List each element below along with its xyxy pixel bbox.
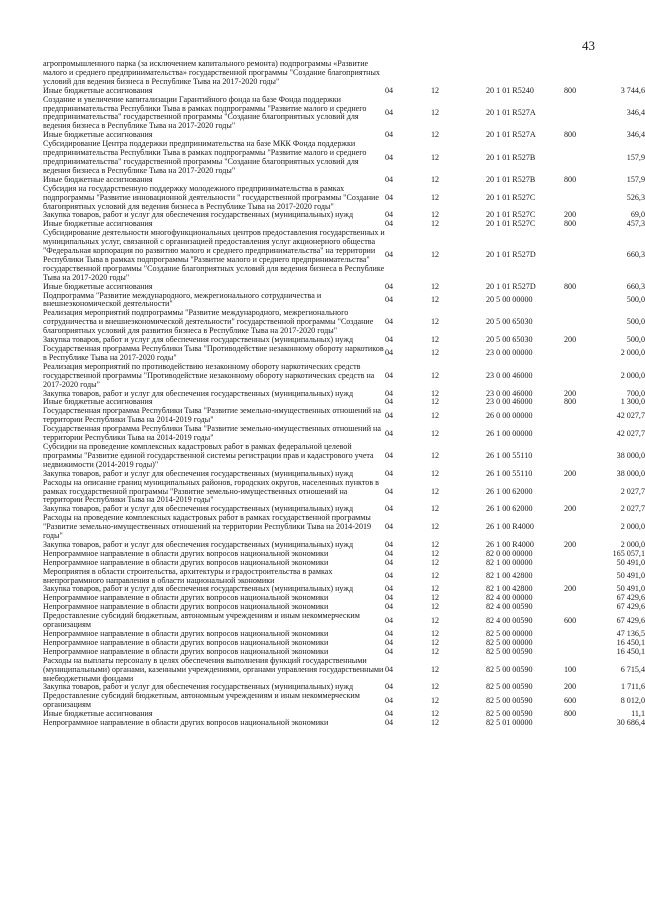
- row-amount: 157,9: [626, 152, 645, 162]
- row-expense-type: 100: [564, 664, 577, 674]
- row-target-article: 82 0 00 00000: [486, 548, 533, 558]
- row-target-article: 82 5 00 00590: [486, 646, 533, 656]
- row-subsection-code: 12: [431, 637, 440, 647]
- row-description: Субсидирование деятельности многофункциональных центров предоставления государственных и муниципальных услуг, связанной с организацией предоставления услуг акционерного общества "Федеральная корпорация по развитию малого и среднего предпринимательства" на территории Республики Тыва в рамках подпрограммы "Развитие малого и среднего предпринимательства" государственной программы "Создание благоприятных условий для ведения бизнеса в Республике Тыва на 2017-2020 годы": [43, 228, 385, 282]
- row-subsection-code: 12: [431, 593, 440, 603]
- row-expense-type: 600: [564, 695, 577, 705]
- row-section-code: 04: [385, 548, 394, 558]
- row-amount: 11,1: [631, 709, 645, 719]
- row-amount: 2 000,0: [620, 539, 645, 549]
- table-row: [43, 513, 645, 541]
- row-amount: 2 000,0: [620, 370, 645, 380]
- row-description: Непрограммное направление в области других вопросов национальной экономики: [43, 593, 329, 603]
- table-row: [43, 139, 645, 176]
- row-amount: 157,9: [626, 174, 645, 184]
- row-subsection-code: 12: [431, 281, 440, 291]
- row-subsection-code: 12: [431, 709, 440, 719]
- row-description: Расходы на проведение комплексных кадастровых работ в рамках государственной программы "Развитие земельно-имущественных отношений на территории Республики Тыва на 2014-2019 годы": [43, 513, 372, 541]
- row-description: агропромышленного парка (за исключением капитального ремонта) подпрограммы «Развитие малого и среднего предпринимательства» государственной программы "Создание благоприятных условий для ведения бизнеса в Республике Тыва на 2017-2020 годы": [43, 59, 380, 86]
- row-amount: 3 744,6: [620, 85, 645, 95]
- row-description: Расходы на описание границ муниципальных районов, городских округов, населенных пунктов в рамках государственной программы "Развитие земельно-имущественных отношений на территории Республики Тыва на 2014-2019 годы": [43, 477, 379, 505]
- row-expense-type: 200: [564, 388, 577, 398]
- row-amount: 69,0: [630, 210, 645, 220]
- row-target-article: 20 5 00 00000: [486, 295, 533, 305]
- row-target-article: 26 1 00 55110: [486, 468, 533, 478]
- row-section-code: 04: [385, 602, 394, 612]
- row-subsection-code: 12: [431, 539, 440, 549]
- row-amount: 700,0: [626, 388, 645, 398]
- row-description: Закупка товаров, работ и услуг для обеспечения государственных (муниципальных) нужд: [43, 539, 354, 549]
- row-description: Иные бюджетные ассигнования: [43, 130, 153, 140]
- row-amount: 500,0: [626, 317, 645, 327]
- row-subsection-code: 12: [431, 174, 440, 184]
- row-target-article: 23 0 00 46000: [486, 388, 533, 398]
- row-target-article: 20 1 01 R527A: [486, 107, 536, 117]
- row-amount: 6 715,4: [620, 664, 645, 674]
- row-section-code: 04: [385, 593, 394, 603]
- row-target-article: 20 1 01 R527B: [486, 174, 536, 184]
- table-row: [43, 308, 645, 336]
- row-section-code: 04: [385, 317, 394, 327]
- row-description: Субсидия на государственную поддержку молодежного предпринимательства в рамках подпрограммы "Развитие инновационной деятельности " государственной программы "Создание благоприятных условий для ведения бизнеса в Республике Тыва на 2017-2020 годы": [43, 183, 379, 211]
- table-row: [43, 718, 645, 728]
- row-expense-type: 800: [564, 281, 577, 291]
- page-number: 43: [582, 38, 595, 53]
- row-section-code: 04: [385, 174, 394, 184]
- row-amount: 67 429,6: [616, 615, 645, 625]
- row-description: Иные бюджетные ассигнования: [43, 174, 153, 184]
- row-amount: 2 000,0: [620, 348, 645, 358]
- row-section-code: 04: [385, 397, 394, 407]
- row-description: Создание и увеличение капитализации Гарантийного фонда на базе Фонда поддержки предпринимательства Республики Тыва в рамках подпрограммы "Развитие малого и среднего предпринимательства" государственной программы "Создание благоприятных условий для ведения бизнеса в Республике Тыва на 2017-2020 годы": [43, 94, 367, 131]
- row-description: Реализация мероприятий подпрограммы "Развитие международного, межрегионального сотрудничества и внешнеэкономической деятельности" государственной программы "Создание благоприятных условий для развития бизнеса в Республике Тыва на 2017-2020 годы": [43, 308, 374, 336]
- table-row: [43, 441, 645, 470]
- row-target-article: 20 5 00 65030: [486, 317, 533, 327]
- table-row: [43, 228, 645, 282]
- row-target-article: 26 1 00 R4000: [486, 539, 534, 549]
- row-section-code: 04: [385, 335, 394, 345]
- row-description: Иные бюджетные ассигнования: [43, 397, 153, 407]
- row-expense-type: 200: [564, 504, 577, 514]
- row-section-code: 04: [385, 192, 394, 202]
- table-row: [43, 60, 623, 87]
- row-amount: 457,3: [626, 219, 645, 229]
- row-section-code: 04: [385, 571, 394, 581]
- row-section-code: 04: [385, 664, 394, 674]
- row-amount: 346,4: [626, 107, 645, 117]
- row-amount: 1 300,0: [620, 397, 645, 407]
- row-section-code: 04: [385, 410, 394, 420]
- row-section-code: 04: [385, 504, 394, 514]
- row-description: Непрограммное направление в области других вопросов национальной экономики: [43, 646, 329, 656]
- row-target-article: 82 4 00 00590: [486, 615, 533, 625]
- row-expense-type: 200: [564, 335, 577, 345]
- row-target-article: 23 0 00 46000: [486, 397, 533, 407]
- row-description: Государственная программа Республики Тыва "Развитие земельно-имущественных отношений на территории Республики Тыва на 2014-2019 годы": [43, 424, 381, 443]
- row-target-article: 26 1 00 62000: [486, 504, 533, 514]
- row-amount: 2 027,7: [620, 504, 645, 514]
- row-subsection-code: 12: [431, 85, 440, 95]
- row-amount: 2 000,0: [620, 522, 645, 532]
- row-section-code: 04: [385, 130, 394, 140]
- row-expense-type: 800: [564, 130, 577, 140]
- row-section-code: 04: [385, 388, 394, 398]
- row-subsection-code: 12: [431, 397, 440, 407]
- row-description: Закупка товаров, работ и услуг для обеспечения государственных (муниципальных) нужд: [43, 504, 354, 514]
- row-subsection-code: 12: [431, 370, 440, 380]
- row-description: Непрограммное направление в области других вопросов национальной экономики: [43, 637, 329, 647]
- row-amount: 165 057,1: [612, 548, 645, 558]
- row-expense-type: 800: [564, 85, 577, 95]
- row-description: Закупка товаров, работ и услуг для обеспечения государственных (муниципальных) нужд: [43, 584, 354, 594]
- row-amount: 30 686,4: [616, 718, 645, 728]
- row-section-code: 04: [385, 85, 394, 95]
- row-section-code: 04: [385, 718, 394, 728]
- row-target-article: 26 1 00 55110: [486, 450, 533, 460]
- row-description: Непрограммное направление в области других вопросов национальной экономики: [43, 602, 329, 612]
- row-subsection-code: 12: [431, 646, 440, 656]
- row-description: Субсидирование Центра поддержки предпринимательства на базе МКК Фонда поддержки предпринимательства Республики Тыва в рамках подпрограммы "Развитие малого и среднего предпринимательства" государственной программы "Создание благоприятных условий для ведения бизнеса в Республике Тыва на 2017-2020 годы": [43, 139, 367, 175]
- row-description: Закупка товаров, работ и услуг для обеспечения государственных (муниципальных) нужд: [43, 682, 354, 692]
- row-expense-type: 800: [564, 174, 577, 184]
- row-target-article: 82 5 00 00000: [486, 629, 533, 638]
- row-amount: 526,3: [626, 192, 645, 202]
- table-row: [43, 611, 645, 630]
- row-target-article: 20 5 00 65030: [486, 335, 533, 345]
- row-amount: 38 000,0: [616, 468, 645, 478]
- row-subsection-code: 12: [431, 504, 440, 514]
- row-section-code: 04: [385, 522, 394, 532]
- row-amount: 660,3: [626, 281, 645, 291]
- row-subsection-code: 12: [431, 192, 440, 202]
- row-expense-type: 200: [564, 539, 577, 549]
- table-row: [43, 344, 645, 363]
- row-description: Предоставление субсидий бюджетным, автономным учреждениям и иным некоммерческим организациям: [43, 691, 360, 710]
- row-target-article: 82 4 00 00590: [486, 602, 533, 612]
- row-subsection-code: 12: [431, 486, 440, 496]
- row-amount: 67 429,6: [616, 593, 645, 603]
- row-target-article: 82 5 00 00590: [486, 709, 533, 719]
- row-amount: 2 027,7: [620, 486, 645, 496]
- row-description: Закупка товаров, работ и услуг для обеспечения государственных (муниципальных) нужд: [43, 335, 354, 345]
- row-target-article: 20 1 01 R527D: [486, 250, 536, 260]
- row-section-code: 04: [385, 682, 394, 692]
- row-subsection-code: 12: [431, 348, 440, 358]
- row-section-code: 04: [385, 370, 394, 380]
- row-section-code: 04: [385, 468, 394, 478]
- row-section-code: 04: [385, 584, 394, 594]
- row-amount: 1 711,6: [621, 682, 645, 692]
- row-description: Непрограммное направление в области других вопросов национальной экономики: [43, 548, 329, 558]
- row-subsection-code: 12: [431, 584, 440, 594]
- row-section-code: 04: [385, 281, 394, 291]
- row-subsection-code: 12: [431, 388, 440, 398]
- row-amount: 16 450,1: [616, 646, 645, 656]
- row-description: Подпрограмма "Развитие международного, межрегионального сотрудничества и внешнеэкономической деятельности": [43, 290, 322, 309]
- row-description: Иные бюджетные ассигнования: [43, 281, 153, 291]
- row-subsection-code: 12: [431, 468, 440, 478]
- row-description: Реализация мероприятий по противодействию незаконному обороту наркотических средств государственной программы "Противодействие незаконному обороту наркотических средств на 2017-2020 годы": [43, 361, 375, 389]
- row-amount: 346,4: [626, 130, 645, 140]
- row-subsection-code: 12: [431, 295, 440, 305]
- row-subsection-code: 12: [431, 107, 440, 117]
- row-expense-type: 200: [564, 682, 577, 692]
- row-description: Иные бюджетные ассигнования: [43, 85, 153, 95]
- row-description: Иные бюджетные ассигнования: [43, 709, 153, 719]
- row-description: Государственная программа Республики Тыва "Развитие земельно-имущественных отношений на территории Республики Тыва на 2014-2019 годы": [43, 406, 381, 425]
- row-section-code: 04: [385, 539, 394, 549]
- row-description: Непрограммное направление в области других вопросов национальной экономики: [43, 629, 329, 638]
- row-target-article: 23 0 00 00000: [486, 348, 533, 358]
- row-expense-type: 800: [564, 709, 577, 719]
- row-target-article: 26 1 00 00000: [486, 428, 533, 438]
- table-row: [43, 424, 645, 443]
- row-expense-type: 200: [564, 210, 577, 220]
- row-section-code: 04: [385, 152, 394, 162]
- table-row: [43, 94, 645, 132]
- row-amount: 42 027,7: [616, 428, 645, 438]
- row-section-code: 04: [385, 709, 394, 719]
- row-description: Непрограммное направление в области других вопросов национальной экономики: [43, 718, 329, 728]
- row-amount: 660,3: [626, 250, 645, 260]
- row-subsection-code: 12: [431, 152, 440, 162]
- row-section-code: 04: [385, 107, 394, 117]
- row-amount: 38 000,0: [616, 450, 645, 460]
- row-section-code: 04: [385, 428, 394, 438]
- row-amount: 42 027,7: [616, 410, 645, 420]
- row-expense-type: 800: [564, 219, 577, 229]
- row-amount: 50 491,0: [616, 571, 645, 581]
- row-target-article: 20 1 01 R527D: [486, 281, 536, 291]
- row-target-article: 82 1 00 42800: [486, 571, 533, 581]
- row-subsection-code: 12: [431, 522, 440, 532]
- row-subsection-code: 12: [431, 410, 440, 420]
- row-description: Закупка товаров, работ и услуг для обеспечения государственных (муниципальных) нужд: [43, 468, 354, 478]
- table-row: [43, 691, 645, 710]
- table-row: [43, 290, 645, 310]
- row-amount: 8 012,0: [620, 695, 645, 705]
- row-subsection-code: 12: [431, 615, 440, 625]
- row-section-code: 04: [385, 348, 394, 358]
- row-subsection-code: 12: [431, 602, 440, 612]
- row-section-code: 04: [385, 250, 394, 260]
- row-subsection-code: 12: [431, 130, 440, 140]
- row-description: Государственная программа Республики Тыва "Противодействие незаконному обороту наркотиков в Республике Тыва на 2017-2020 годы": [43, 344, 384, 362]
- row-amount: 500,0: [626, 295, 645, 305]
- row-expense-type: 600: [564, 615, 577, 625]
- row-target-article: 82 5 00 00590: [486, 695, 533, 705]
- row-description: Закупка товаров, работ и услуг для обеспечения государственных (муниципальных) нужд: [43, 388, 354, 398]
- row-target-article: 82 5 01 00000: [486, 718, 533, 728]
- row-target-article: 20 1 01 R527C: [486, 192, 536, 202]
- row-target-article: 82 5 00 00590: [486, 682, 533, 692]
- row-section-code: 04: [385, 219, 394, 229]
- row-subsection-code: 12: [431, 682, 440, 692]
- row-subsection-code: 12: [431, 557, 440, 567]
- row-target-article: 20 1 01 R527B: [486, 152, 536, 162]
- row-amount: 16 450,1: [616, 637, 645, 647]
- row-description: Субсидии на проведение комплексных кадастровых работ в рамках федеральной целевой программы "Развитие единой государственной системы регистрации прав и кадастрового учета недвижимости (2014-2019 годы)": [43, 441, 374, 469]
- row-description: Непрограммное направление в области других вопросов национальной экономики: [43, 557, 329, 567]
- row-section-code: 04: [385, 210, 394, 220]
- row-subsection-code: 12: [431, 718, 440, 728]
- row-subsection-code: 12: [431, 548, 440, 558]
- row-section-code: 04: [385, 557, 394, 567]
- row-amount: 67 429,6: [616, 602, 645, 612]
- row-section-code: 04: [385, 450, 394, 460]
- row-target-article: 82 1 00 00000: [486, 557, 533, 567]
- row-description: Предоставление субсидий бюджетным, автономным учреждениям и иным некоммерческим организациям: [43, 611, 360, 630]
- row-expense-type: 200: [564, 468, 577, 478]
- row-description: Мероприятия в области строительства, архитектуры и градостроительства в рамках внепрограммного направления в области национальной экономики: [43, 566, 333, 585]
- row-target-article: 26 1 00 62000: [486, 486, 533, 496]
- row-subsection-code: 12: [431, 629, 440, 638]
- row-expense-type: 800: [564, 397, 577, 407]
- row-subsection-code: 12: [431, 219, 440, 229]
- row-target-article: 23 0 00 46000: [486, 370, 533, 380]
- row-amount: 50 491,0: [616, 584, 645, 594]
- row-section-code: 04: [385, 637, 394, 647]
- row-description: Расходы на выплаты персоналу в целях обеспечения выполнения функций государственными (муниципальными) органами, казенными учреждениями, органами управления государственными внебюджетными фондами: [43, 655, 384, 683]
- row-subsection-code: 12: [431, 450, 440, 460]
- row-subsection-code: 12: [431, 428, 440, 438]
- table-row: [43, 655, 645, 684]
- row-target-article: 26 1 00 R4000: [486, 522, 534, 532]
- table-row: [43, 183, 645, 212]
- row-description: Закупка товаров, работ и услуг для обеспечения государственных (муниципальных) нужд: [43, 210, 354, 220]
- row-target-article: 82 1 00 42800: [486, 584, 533, 594]
- table-row: [43, 361, 645, 390]
- row-subsection-code: 12: [431, 664, 440, 674]
- row-subsection-code: 12: [431, 571, 440, 581]
- row-target-article: 82 5 00 00000: [486, 637, 533, 647]
- row-target-article: 20 1 01 R5240: [486, 85, 534, 95]
- table-row: [43, 406, 645, 425]
- row-amount: 47 136,5: [616, 629, 645, 638]
- row-amount: 500,0: [626, 335, 645, 345]
- row-subsection-code: 12: [431, 250, 440, 260]
- row-target-article: 26 0 00 00000: [486, 410, 533, 420]
- row-target-article: 82 5 00 00590: [486, 664, 533, 674]
- row-subsection-code: 12: [431, 695, 440, 705]
- row-subsection-code: 12: [431, 317, 440, 327]
- row-description: Иные бюджетные ассигнования: [43, 219, 153, 229]
- row-section-code: 04: [385, 486, 394, 496]
- row-target-article: 82 4 00 00000: [486, 593, 533, 603]
- row-target-article: 20 1 01 R527C: [486, 219, 536, 229]
- budget-table: [43, 59, 645, 728]
- row-subsection-code: 12: [431, 210, 440, 220]
- row-expense-type: 200: [564, 584, 577, 594]
- row-target-article: 20 1 01 R527C: [486, 210, 536, 220]
- row-amount: 50 491,0: [616, 557, 645, 567]
- row-section-code: 04: [385, 295, 394, 305]
- row-target-article: 20 1 01 R527A: [486, 130, 536, 140]
- row-section-code: 04: [385, 646, 394, 656]
- row-subsection-code: 12: [431, 335, 440, 345]
- table-row: [43, 566, 645, 586]
- table-row: [43, 477, 645, 506]
- row-section-code: 04: [385, 615, 394, 625]
- row-section-code: 04: [385, 629, 394, 638]
- row-section-code: 04: [385, 695, 394, 705]
